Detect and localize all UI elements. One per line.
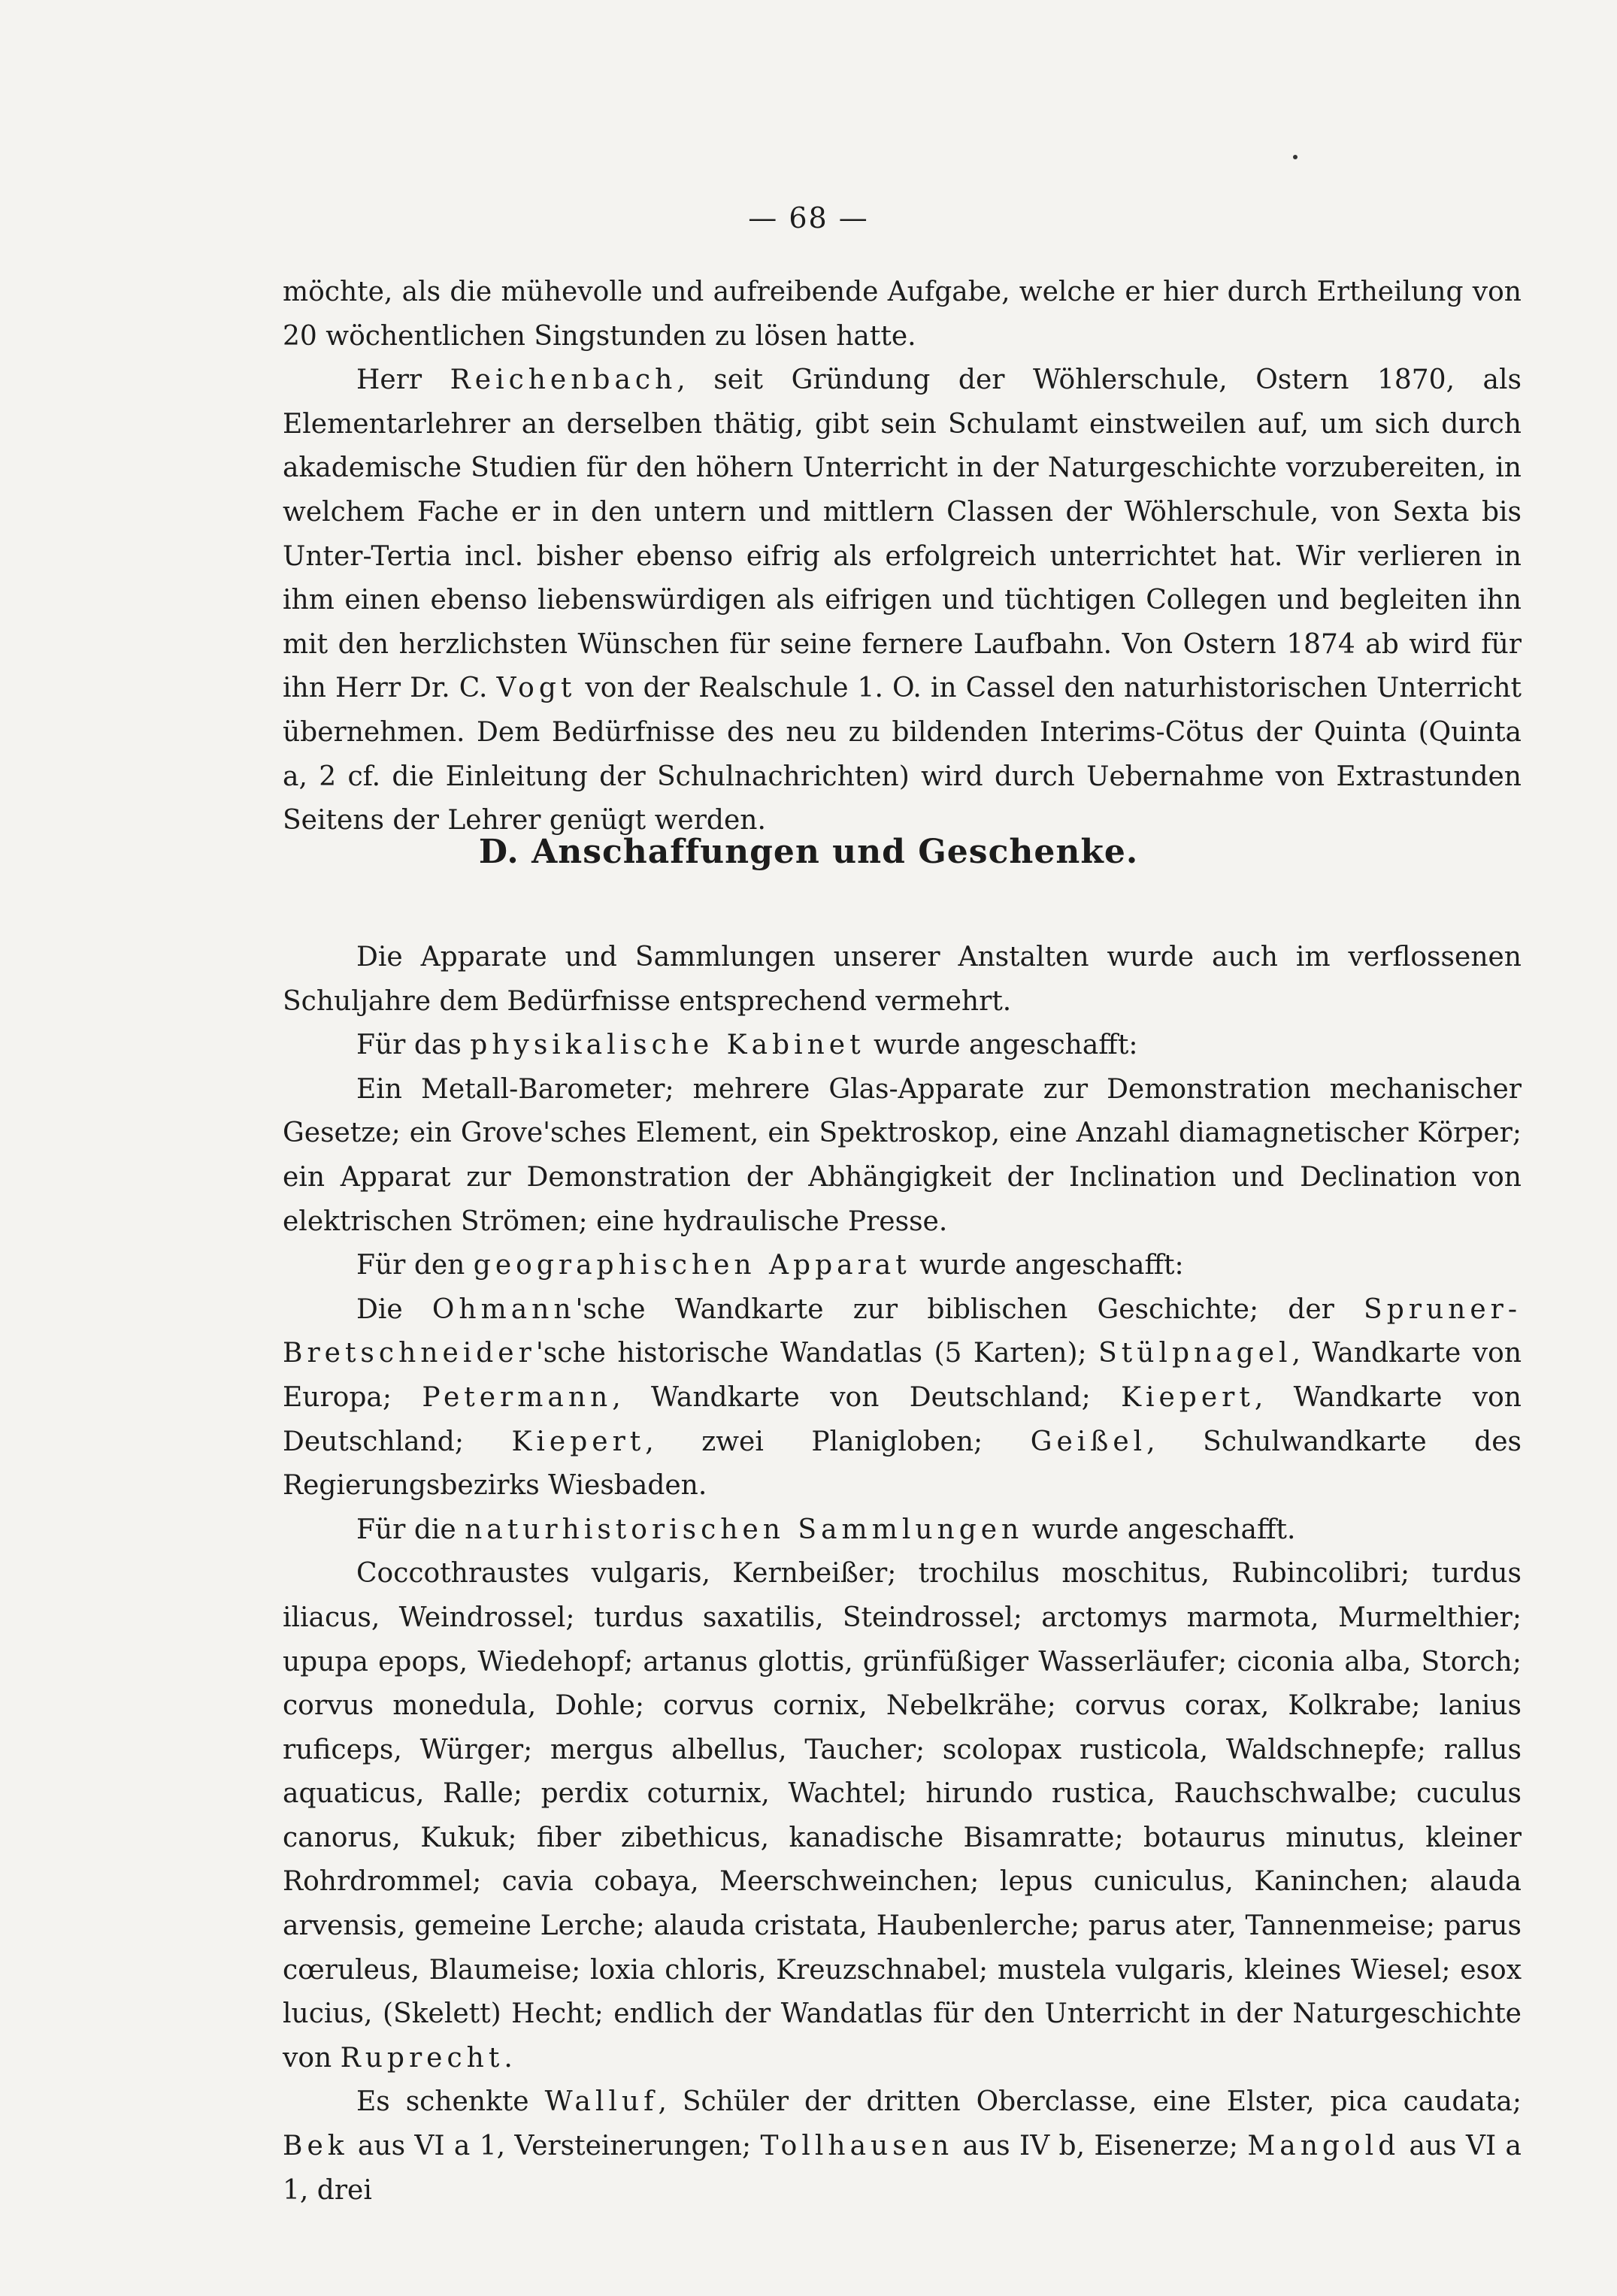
person-name: Vogt (496, 673, 577, 704)
text-run: , Wandkarte von Europa; (283, 1338, 1522, 1413)
text-run: , Wandkarte von Deutschland; (283, 1381, 1522, 1457)
body-text-section-d (283, 936, 1522, 2213)
page-number: — 68 — (748, 201, 869, 234)
text-run: Es schenkte (356, 2086, 545, 2118)
person-name: Petermann (422, 1381, 613, 1413)
text-run: , Wandkarte von Deutschland; (612, 1381, 1122, 1413)
paragraph-natural-history-heading (283, 1508, 1522, 1553)
person-name: Kiepert (1121, 1381, 1255, 1413)
person-name: Ohmann (432, 1293, 576, 1325)
person-name: Stülpnagel (1098, 1338, 1292, 1369)
paragraph-geography-items (283, 1288, 1522, 1508)
text-run: . (504, 2042, 513, 2074)
text-run: aus VI a 1, drei (283, 2131, 1522, 2206)
ink-speck (1293, 155, 1298, 159)
text-run: aus IV b, Eisenerze; (953, 2131, 1248, 2162)
paragraph-natural-history-items (283, 1552, 1522, 2080)
paragraph-intro: Die Apparate und Sammlungen unserer Anstalten wurde auch im verflossenen Schuljahre dem Bedürfnisse entsprechend vermehrt. (283, 942, 1522, 1017)
paragraph-gifts (283, 2080, 1522, 2213)
text-run: Die (356, 1293, 432, 1325)
body-text-top (283, 271, 1522, 843)
text-run: 'sche Wandkarte zur biblischen Geschichte; der (575, 1293, 1364, 1325)
person-name: Ruprecht (340, 2042, 504, 2074)
person-name: Kiepert (511, 1426, 646, 1457)
section-heading: D. Anschaffungen und Geschenke. (478, 833, 1139, 871)
paragraph-geography-heading (283, 1244, 1522, 1288)
text-run: wurde angeschafft: (910, 1250, 1184, 1281)
spaced-term: physikalische Kabinet (470, 1030, 865, 1061)
person-name: Tollhausen (760, 2131, 954, 2162)
text-run: Coccothraustes vulgaris, Kernbeißer; trochilus moschitus, Rubincolibri; turdus iliacus, Weindrossel; turdus saxatilis, Steindrossel; arctomys marmota, Murmelthier; upupa epops, Wiedehopf; artanus glottis, grünfüßiger Wasserläufer; ciconia alba, Storch; corvus monedula, Dohle; corvus cornix, Nebelkrähe; corvus corax, Kolkrabe; lanius ruficeps, Würger; mergus albellus, Taucher; scolopax rusticola, Waldschnepfe; rallus aquaticus, Ralle; perdix coturnix, Wachtel; hirundo rustica, Rauchschwalbe; cuculus canorus, Kukuk; fiber zibethicus, kanadische Bisamratte; botaurus minutus, kleiner Rohrdrommel; cavia cobaya, Meerschweinchen; lepus cuniculus, Kaninchen; alauda arvensis, gemeine Lerche; alauda cristata, Haubenlerche; parus ater, Tannenmeise; parus cœruleus, Blaumeise; loxia chloris, Kreuzschnabel; mustela vulgaris, kleines Wiesel; esox lucius, (Skelett) Hecht; endlich der Wandatlas für den Unterricht in der Naturgeschichte von (283, 1558, 1522, 2074)
person-name: Walluf (544, 2086, 659, 2118)
text-run: Für den (356, 1250, 474, 1281)
person-name: Mangold (1247, 2131, 1400, 2162)
person-name: Reichenbach (450, 365, 677, 396)
text-run: wurde angeschafft. (1023, 1514, 1296, 1545)
person-name: Spruner-Bretschneider (283, 1293, 1522, 1369)
text-run: wurde angeschafft: (865, 1030, 1138, 1061)
text-run: Für das (356, 1030, 471, 1061)
person-name: Bek (283, 2131, 349, 2162)
paragraph-continuation: möchte, als die mühevolle und aufreibende Aufgabe, welche er hier durch Ertheilung von 20 wöchentlichen Singstunden zu lösen hatte. (283, 277, 1522, 352)
text-run: Für die (356, 1514, 465, 1545)
text-run: 'sche historische Wandatlas (5 Karten); (535, 1338, 1099, 1369)
text-run: aus VI a 1, Versteinerungen; (348, 2131, 761, 2162)
paragraph-reichenbach (283, 358, 1522, 843)
text-run: , Schüler der dritten Oberclasse, eine Elster, pica caudata; (658, 2086, 1522, 2118)
text-run: , Schulwandkarte des Regierungsbezirks Wiesbaden. (283, 1426, 1522, 1502)
text-run: , zwei Planigloben; (645, 1426, 1031, 1457)
paragraph-physics-items: Ein Metall-Barometer; mehrere Glas-Apparate zur Demonstration mechanischer Gesetze; ein Grove'sches Element, ein Spektroskop, eine Anzahl diamagnetischer Körper; ein Apparat zur Demonstration der Abhängigkeit der Inclination und Declination von elektrischen Strömen; eine hydraulische Presse. (283, 1073, 1522, 1237)
person-name: Geißel (1030, 1426, 1147, 1457)
spaced-term: naturhistorischen Sammlungen (465, 1514, 1024, 1545)
text-run: von der Realschule 1. O. in Cassel den naturhistorischen Unterricht übernehmen. Dem Bedürfnisse des neu zu bildenden Interims-Cötus der Quinta (Quinta a, 2 cf. die Einleitung der Schulnachrichten) wird durch Uebernahme von Extrastunden Seitens der Lehrer genügt werden. (283, 673, 1522, 836)
spaced-term: geographischen Apparat (473, 1250, 911, 1281)
paragraph-physics-heading (283, 1024, 1522, 1068)
text-run: , seit Gründung der Wöhlerschule, Ostern 1870, als Elementarlehrer an derselben thätig, gibt sein Schulamt einstweilen auf, um sich durch akademische Studien für den höhern Unterricht in der Naturgeschichte vorzubereiten, in welchem Fache er in den untern und mittlern Classen der Wöhlerschule, von Sexta bis Unter-Tertia incl. bisher ebenso eifrig als erfolgreich unterrichtet hat. Wir verlieren in ihm einen ebenso liebenswürdigen als eifrigen und tüchtigen Collegen und begleiten ihn mit den herzlichsten Wünschen für seine fernere Laufbahn. Von Ostern 1874 ab wird für ihn Herr Dr. C. (283, 365, 1522, 704)
text-run: Herr (356, 365, 450, 396)
